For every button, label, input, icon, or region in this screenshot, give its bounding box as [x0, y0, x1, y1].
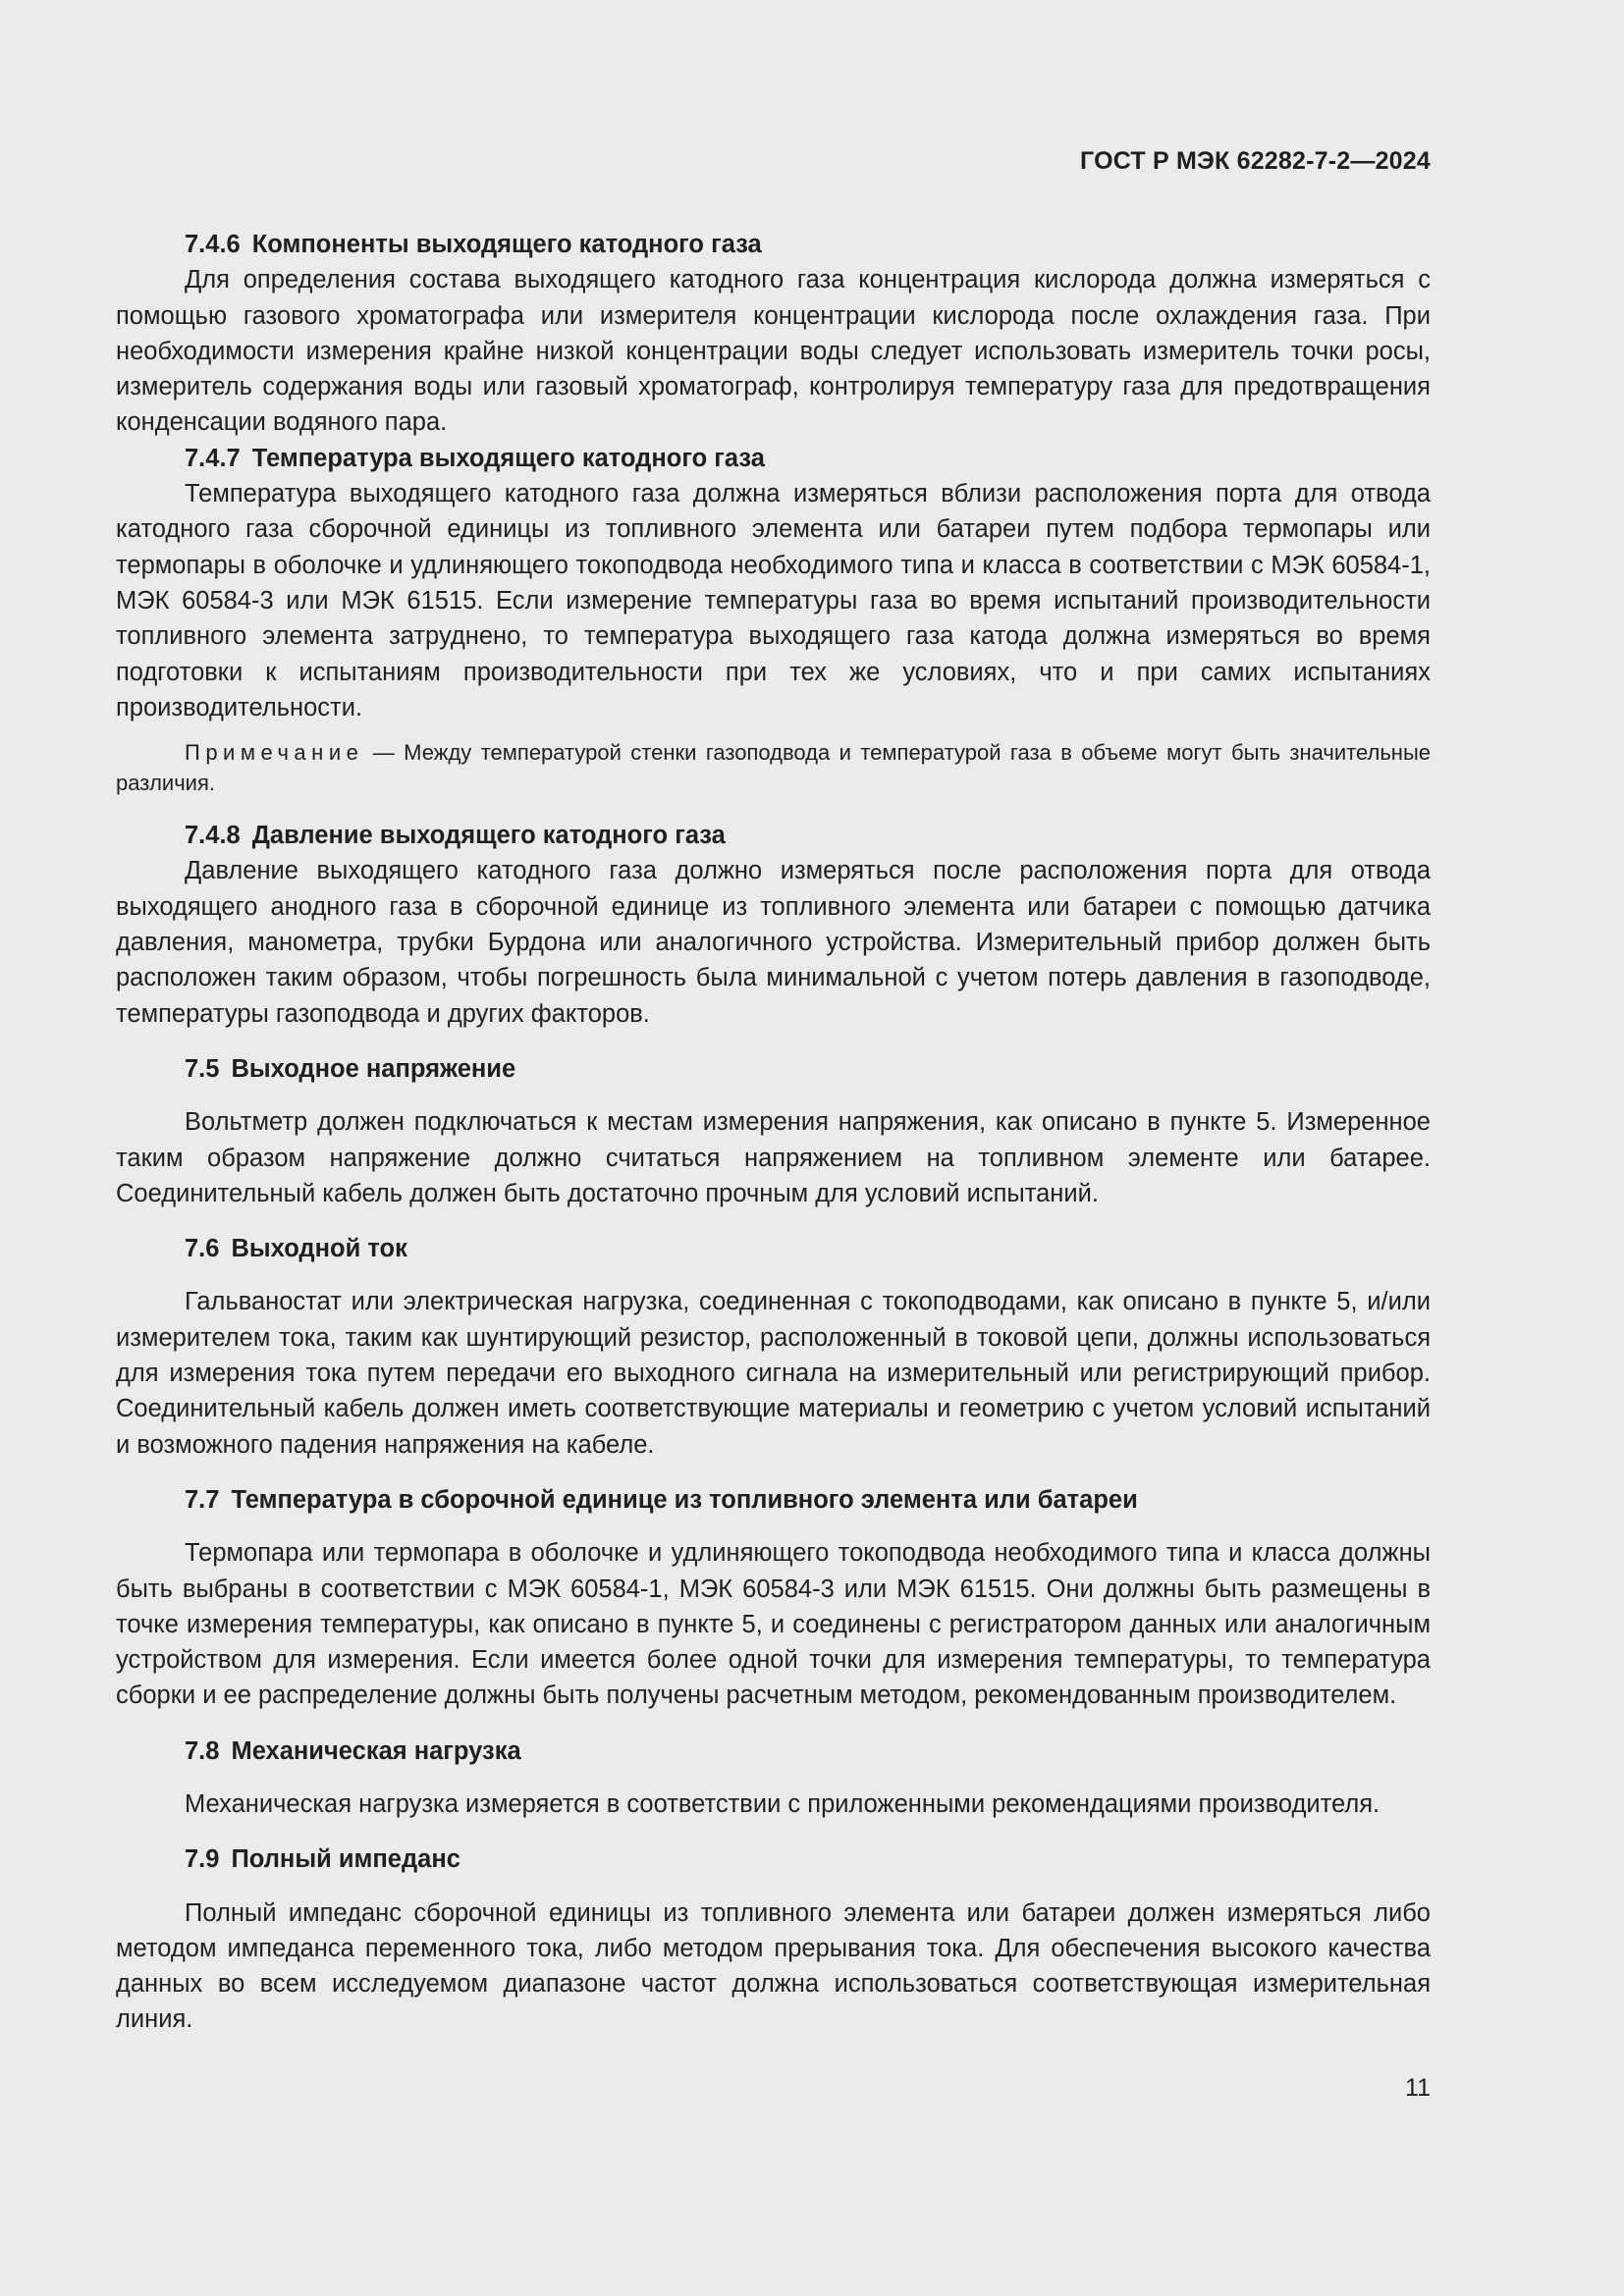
- section-heading: [116, 1842, 1431, 1877]
- note-text: — Между температурой стенки газоподвода и температурой газа в объеме могут быть значительные различия.: [116, 740, 1431, 796]
- standard-designation: ГОСТ Р МЭК 62282-7-2—2024: [1080, 147, 1431, 175]
- section-heading: [116, 1734, 1431, 1769]
- section-paragraph: Механическая нагрузка измеряется в соответствии с приложенными рекомендациями производителя.: [185, 1789, 1380, 1818]
- section-number: 7.5: [185, 1054, 220, 1083]
- section-number: 7.8: [185, 1736, 220, 1765]
- note: [116, 737, 1431, 798]
- section-title: Выходное напряжение: [231, 1054, 516, 1083]
- section-title: Выходной ток: [231, 1235, 407, 1263]
- document-body: [116, 227, 1431, 2038]
- section-7-9: [116, 1842, 1431, 2037]
- section-number: 7.4.7: [185, 444, 241, 472]
- page-number: 11: [1405, 2074, 1431, 2102]
- section-paragraph: Температура выходящего катодного газа должна измеряться вблизи расположения порта для отвода катодного газа сборочной единицы из топливного элемента или батареи путем подбора термопары или термопары в оболочке и удлиняющего токоподвода необходимого типа и класса в соответствии с МЭК 60584-1, МЭК 60584-3 или МЭК 61515. Если измерение температуры газа во время испытаний производительности топливного элемента затруднено, то температура выходящего газа катода должна измеряться во время подготовки к испытаниям производительности при тех же условиях, что и при самих испытаниях производительности.: [116, 480, 1431, 721]
- section-heading: [116, 227, 1431, 262]
- note-label: Примечание: [185, 740, 364, 766]
- section-heading: [116, 1231, 1431, 1266]
- section-7-4-6: [116, 227, 1431, 441]
- section-paragraph: Термопара или термопара в оболочке и удлиняющего токоподвода необходимого типа и класса должны быть выбраны в соответствии с МЭК 60584-1, МЭК 60584-3 или МЭК 61515. Они должны быть размещены в точке измерения температуры, как описано в пункте 5, и соединены с регистратором данных или аналогичным устройством для измерения. Если имеется более одной точки для измерения температуры, то температура сборки и ее распределение должны быть получены расчетным методом, рекомендованным производителем.: [116, 1539, 1431, 1710]
- section-7-7: [116, 1482, 1431, 1714]
- section-title: Механическая нагрузка: [231, 1736, 521, 1765]
- section-paragraph: Полный импеданс сборочной единицы из топливного элемента или батареи должен измеряться либо методом импеданса переменного тока, либо методом прерывания тока. Для обеспечения высокого качества данных во всем исследуемом диапазоне частот должна использоваться соответствующая измерительная линия.: [116, 1898, 1431, 2034]
- section-7-6: [116, 1231, 1431, 1463]
- section-number: 7.9: [185, 1845, 220, 1874]
- section-heading: [116, 818, 1431, 853]
- section-paragraph: Давление выходящего катодного газа должно измеряться после расположения порта для отвода выходящего анодного газа в сборочной единице из топливного элемента или батареи с помощью датчика давления, манометра, трубки Бурдона или аналогичного устройства. Измерительный прибор должен быть расположен таким образом, чтобы погрешность была минимальной с учетом потерь давления в газоподводе, температуры газоподвода и других факторов.: [116, 857, 1431, 1028]
- section-number: 7.4.6: [185, 231, 241, 258]
- section-7-4-8: [116, 818, 1431, 1032]
- section-title: Полный импеданс: [231, 1845, 460, 1874]
- section-paragraph: Вольтметр должен подключаться к местам измерения напряжения, как описано в пункте 5. Измеренное таким образом напряжение должно считаться напряжением на топливном элементе или батарее. Соединительный кабель должен быть достаточно прочным для условий испытаний.: [116, 1108, 1431, 1207]
- section-title: Температура в сборочной единице из топливного элемента или батареи: [231, 1485, 1138, 1514]
- section-paragraph: Для определения состава выходящего катодного газа концентрация кислорода должна измеряться с помощью газового хроматографа или измерителя концентрации кислорода после охлаждения газа. При необходимости измерения крайне низкой концентрации воды следует использовать измеритель точки росы, измеритель содержания воды или газовый хроматограф, контролируя температуру газа для предотвращения конденсации водяного пара.: [116, 266, 1431, 437]
- section-title: Компоненты выходящего катодного газа: [251, 231, 762, 258]
- section-number: 7.6: [185, 1235, 220, 1263]
- section-heading: [116, 441, 1431, 476]
- section-7-8: [116, 1734, 1431, 1823]
- section-heading: [116, 1482, 1431, 1518]
- section-heading: [116, 1051, 1431, 1087]
- section-number: 7.7: [185, 1485, 220, 1514]
- section-7-4-7: [116, 441, 1431, 798]
- section-number: 7.4.8: [185, 822, 241, 850]
- section-title: Температура выходящего катодного газа: [251, 444, 765, 472]
- section-paragraph: Гальваностат или электрическая нагрузка, соединенная с токоподводами, как описано в пункте 5, и/или измерителем тока, таким как шунтирующий резистор, расположенный в токовой цепи, должны использоваться для измерения тока путем передачи его выходного сигнала на измерительный или регистрирующий прибор. Соединительный кабель должен иметь соответствующие материалы и геометрию с учетом условий испытаний и возможного падения напряжения на кабеле.: [116, 1288, 1431, 1459]
- section-7-5: [116, 1051, 1431, 1211]
- section-title: Давление выходящего катодного газа: [251, 822, 726, 850]
